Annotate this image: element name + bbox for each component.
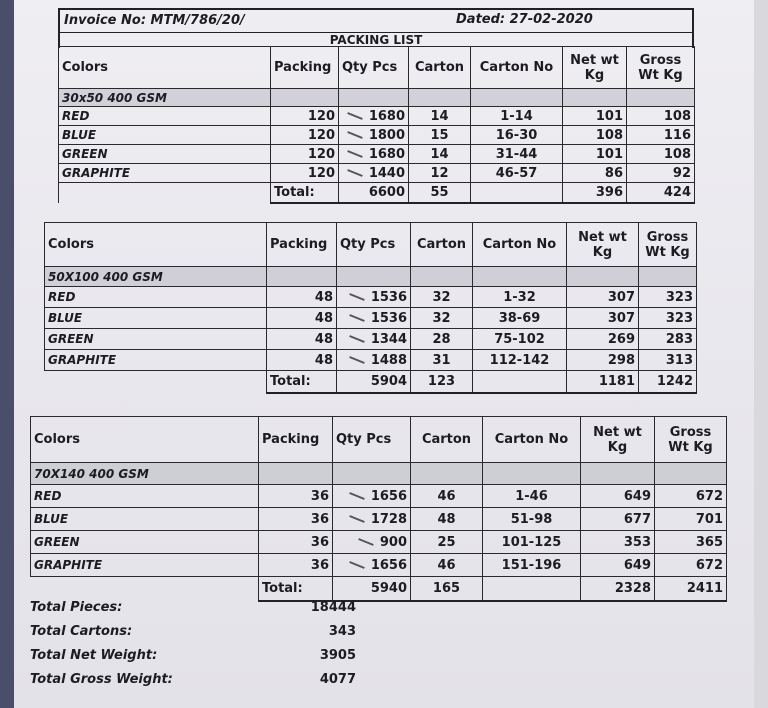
cell-net: 298 [567, 350, 639, 371]
col-carton: Carton [411, 223, 473, 267]
summary-label: Total Pieces: [30, 600, 123, 615]
col-colors: Colors [45, 223, 267, 267]
cell-carton: 28 [411, 329, 473, 350]
col-net-l2: Kg [584, 67, 605, 83]
col-net [581, 417, 655, 463]
check-mark-icon [347, 131, 363, 139]
cell-carton-no: 1-46 [483, 485, 581, 508]
cell-net: 108 [563, 126, 627, 145]
invoice-date: Dated: 27-02-2020 [456, 12, 593, 27]
cell-carton: 32 [411, 287, 473, 308]
cell-carton-no: 31-44 [471, 145, 563, 164]
cell-carton-no: 75-102 [473, 329, 567, 350]
col-gross [639, 223, 697, 267]
check-mark-icon [358, 538, 374, 546]
col-carton: Carton [411, 417, 483, 463]
cell-carton: 12 [409, 164, 471, 183]
check-mark-icon [349, 293, 365, 301]
col-gross-l1: Gross [639, 52, 682, 68]
col-packing: Packing [259, 417, 333, 463]
cell-carton-no: 16-30 [471, 126, 563, 145]
packing-table-2 [44, 222, 697, 394]
section-subtitle: 70X140 400 GSM [31, 463, 259, 485]
invoice-header [58, 8, 694, 33]
summary-label: Total Gross Weight: [30, 672, 173, 687]
table-row-color: RED [45, 287, 267, 308]
cell-qty-value: 1680 [368, 146, 405, 162]
summary-value: 343 [328, 624, 356, 639]
total-gross: 1242 [639, 371, 697, 393]
total-carton: 55 [409, 183, 471, 203]
cell-qty [333, 531, 411, 554]
cell-qty [337, 329, 411, 350]
table-row-color: RED [31, 485, 259, 508]
check-mark-icon [349, 515, 365, 523]
cell-net: 101 [563, 107, 627, 126]
cell-net: 649 [581, 554, 655, 577]
cell-gross: 313 [639, 350, 697, 371]
col-net [563, 47, 627, 89]
total-qty: 5904 [337, 371, 411, 393]
col-colors: Colors [31, 417, 259, 463]
cell-carton-no: 46-57 [471, 164, 563, 183]
cell-packing: 36 [259, 508, 333, 531]
col-carton-no: Carton No [471, 47, 563, 89]
cell-carton: 46 [411, 485, 483, 508]
summary-value: 3905 [319, 648, 356, 663]
cell-net: 307 [567, 308, 639, 329]
cell-net: 649 [581, 485, 655, 508]
cell-qty [339, 126, 409, 145]
cell-gross: 92 [627, 164, 695, 183]
cell-gross: 365 [655, 531, 727, 554]
cell-carton: 48 [411, 508, 483, 531]
col-colors: Colors [59, 47, 271, 89]
invoice-number: Invoice No: MTM/786/20/ [64, 13, 245, 28]
col-gross-l1: Gross [646, 229, 689, 245]
cell-qty-value: 1656 [370, 488, 407, 504]
total-label: Total: [267, 371, 337, 393]
col-qty: Qty Pcs [337, 223, 411, 267]
check-mark-icon [349, 492, 365, 500]
cell-packing: 48 [267, 287, 337, 308]
cell-net: 353 [581, 531, 655, 554]
check-mark-icon [347, 169, 363, 177]
summary-row [30, 624, 356, 648]
cell-packing: 120 [271, 145, 339, 164]
cell-carton-no: 101-125 [483, 531, 581, 554]
cell-qty [339, 107, 409, 126]
col-net [567, 223, 639, 267]
table-row-color: GREEN [59, 145, 271, 164]
table-row-color: GRAPHITE [59, 164, 271, 183]
col-gross-l2: Wt Kg [668, 439, 713, 455]
cell-net: 101 [563, 145, 627, 164]
table-row-color: BLUE [31, 508, 259, 531]
table-row-color: GREEN [31, 531, 259, 554]
cell-carton: 46 [411, 554, 483, 577]
cell-qty-value: 900 [379, 534, 407, 550]
cell-qty [339, 164, 409, 183]
cell-packing: 48 [267, 308, 337, 329]
cell-qty-value: 1440 [368, 165, 405, 181]
check-mark-icon [349, 561, 365, 569]
cell-packing: 36 [259, 554, 333, 577]
table-row-color: RED [59, 107, 271, 126]
total-gross: 424 [627, 183, 695, 203]
table-row-color: BLUE [59, 126, 271, 145]
table-row-color: GREEN [45, 329, 267, 350]
col-net-l2: Kg [592, 244, 613, 260]
cell-gross: 283 [639, 329, 697, 350]
cell-qty [333, 554, 411, 577]
col-gross-l2: Wt Kg [645, 244, 690, 260]
check-mark-icon [347, 150, 363, 158]
total-qty: 5940 [333, 577, 411, 601]
total-net: 1181 [567, 371, 639, 393]
cell-qty-value: 1800 [368, 127, 405, 143]
cell-carton-no: 112-142 [473, 350, 567, 371]
table-row-color: GRAPHITE [31, 554, 259, 577]
cell-gross: 323 [639, 308, 697, 329]
cell-qty-value: 1344 [370, 331, 407, 347]
total-qty: 6600 [339, 183, 409, 203]
col-qty: Qty Pcs [333, 417, 411, 463]
check-mark-icon [347, 112, 363, 120]
cell-qty-value: 1488 [370, 352, 407, 368]
col-net-l2: Kg [607, 439, 628, 455]
summary-value: 4077 [319, 672, 356, 687]
cell-packing: 48 [267, 350, 337, 371]
col-carton-no: Carton No [483, 417, 581, 463]
col-carton: Carton [409, 47, 471, 89]
col-gross [655, 417, 727, 463]
col-qty: Qty Pcs [339, 47, 409, 89]
col-net-l1: Net wt [570, 52, 619, 68]
cell-qty [333, 508, 411, 531]
cell-carton: 15 [409, 126, 471, 145]
cell-qty-value: 1680 [368, 108, 405, 124]
cell-gross: 672 [655, 485, 727, 508]
total-label: Total: [259, 577, 333, 601]
cell-gross: 108 [627, 145, 695, 164]
col-packing: Packing [267, 223, 337, 267]
col-net-l1: Net wt [578, 229, 627, 245]
cell-qty-value: 1728 [370, 511, 407, 527]
cell-packing: 120 [271, 107, 339, 126]
cell-gross: 701 [655, 508, 727, 531]
total-carton: 165 [411, 577, 483, 601]
col-gross-l1: Gross [669, 424, 712, 440]
section-subtitle: 30x50 400 GSM [59, 89, 271, 107]
cell-gross: 672 [655, 554, 727, 577]
cell-net: 269 [567, 329, 639, 350]
summary-label: Total Net Weight: [30, 648, 158, 663]
cell-packing: 120 [271, 126, 339, 145]
cell-carton: 31 [411, 350, 473, 371]
summary-row [30, 600, 356, 624]
cell-net: 86 [563, 164, 627, 183]
check-mark-icon [349, 335, 365, 343]
col-gross-l2: Wt Kg [638, 67, 683, 83]
total-carton: 123 [411, 371, 473, 393]
cell-carton: 25 [411, 531, 483, 554]
cell-qty-value: 1536 [370, 289, 407, 305]
total-gross: 2411 [655, 577, 727, 601]
cell-packing: 36 [259, 531, 333, 554]
packing-table-1 [58, 46, 695, 204]
packing-table-3 [30, 416, 727, 602]
total-label: Total: [271, 183, 339, 203]
cell-carton: 14 [409, 145, 471, 164]
cell-qty [337, 287, 411, 308]
col-carton-no: Carton No [473, 223, 567, 267]
check-mark-icon [349, 356, 365, 364]
col-gross [627, 47, 695, 89]
summary-row [30, 648, 356, 672]
table-row-color: BLUE [45, 308, 267, 329]
total-net: 2328 [581, 577, 655, 601]
section-subtitle: 50X100 400 GSM [45, 267, 267, 287]
cell-carton-no: 38-69 [473, 308, 567, 329]
cell-qty [337, 350, 411, 371]
col-net-l1: Net wt [593, 424, 642, 440]
cell-carton-no: 151-196 [483, 554, 581, 577]
cell-carton: 14 [409, 107, 471, 126]
grand-summary [30, 600, 356, 696]
check-mark-icon [349, 314, 365, 322]
cell-net: 307 [567, 287, 639, 308]
cell-net: 677 [581, 508, 655, 531]
cell-qty-value: 1656 [370, 557, 407, 573]
background-edge [0, 0, 14, 708]
cell-qty [337, 308, 411, 329]
cell-gross: 323 [639, 287, 697, 308]
cell-carton-no: 1-14 [471, 107, 563, 126]
cell-packing: 48 [267, 329, 337, 350]
cell-gross: 116 [627, 126, 695, 145]
total-net: 396 [563, 183, 627, 203]
col-packing: Packing [271, 47, 339, 89]
summary-value: 18444 [310, 600, 356, 615]
cell-qty [339, 145, 409, 164]
cell-carton: 32 [411, 308, 473, 329]
cell-gross: 108 [627, 107, 695, 126]
cell-packing: 36 [259, 485, 333, 508]
cell-qty [333, 485, 411, 508]
cell-carton-no: 51-98 [483, 508, 581, 531]
cell-qty-value: 1536 [370, 310, 407, 326]
summary-label: Total Cartons: [30, 624, 133, 639]
cell-carton-no: 1-32 [473, 287, 567, 308]
table-row-color: GRAPHITE [45, 350, 267, 371]
summary-row [30, 672, 356, 696]
page-title: PACKING LIST [58, 32, 694, 48]
cell-packing: 120 [271, 164, 339, 183]
